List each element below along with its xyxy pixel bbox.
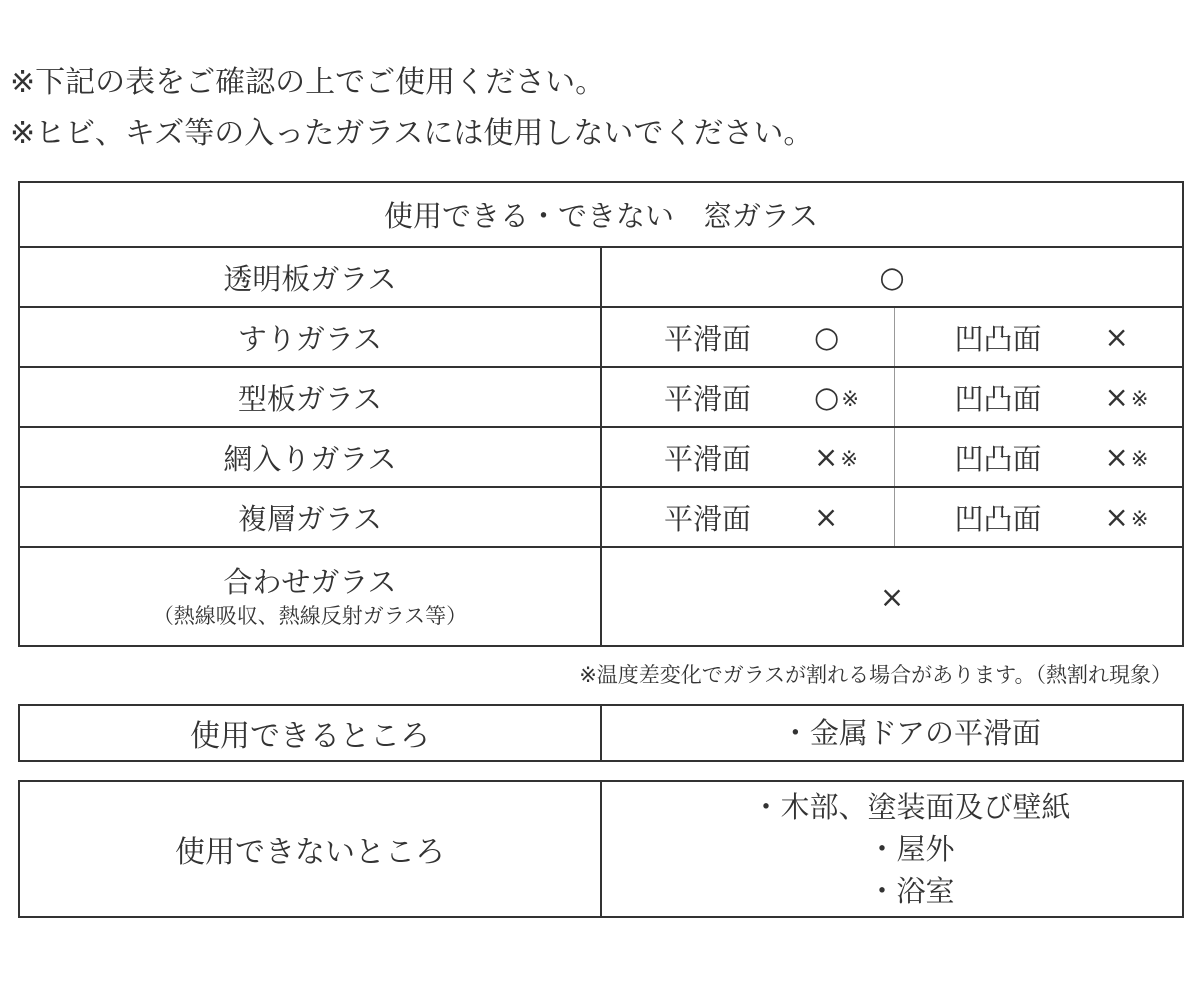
uneven-surface-cell [894, 367, 1183, 427]
list-item: ・金属ドアの平滑面 [780, 716, 1042, 750]
glass-type-name: 型板ガラス [19, 367, 601, 427]
uneven-surface-cell [894, 307, 1183, 367]
table-row [19, 307, 1183, 367]
surface-label: 平滑面 [664, 381, 752, 416]
surface-label: 凹凸面 [954, 321, 1042, 356]
surface-label: 凹凸面 [954, 501, 1042, 536]
smooth-surface-cell [601, 307, 894, 367]
compatibility-mark: ×※ [1104, 380, 1149, 414]
caution-asterisk: ※ [841, 387, 859, 411]
surface-label: 平滑面 [664, 501, 752, 536]
compatibility-mark: ×※ [1104, 440, 1149, 474]
surface-label: 凹凸面 [954, 381, 1042, 416]
smooth-surface-cell [601, 427, 894, 487]
usable-places-table [18, 704, 1184, 762]
glass-type-name [19, 547, 601, 646]
compatibility-mark: ○ [601, 247, 1183, 307]
window-glass-compatibility-table [18, 181, 1184, 647]
table-title-row [19, 182, 1183, 247]
compatibility-mark: ×※ [814, 440, 858, 474]
caution-asterisk: ※ [1130, 507, 1149, 531]
table-row [19, 487, 1183, 547]
glass-type-subtitle: （熱線吸収、熱線反射ガラス等） [152, 603, 468, 628]
compatibility-mark: × [814, 500, 839, 534]
compatibility-mark: ○ [814, 320, 840, 354]
caution-asterisk: ※ [840, 447, 858, 471]
smooth-surface-cell [601, 367, 894, 427]
compatibility-mark: × [601, 547, 1183, 646]
list-item: ・木部、塗装面及び壁紙 [751, 790, 1071, 824]
usage-note-cracked-glass: ※ヒビ、キズ等の入ったガラスには使用しないでください。 [10, 116, 814, 151]
table-row [19, 367, 1183, 427]
table-row [19, 247, 1183, 307]
glass-type-name: すりガラス [19, 307, 601, 367]
glass-type-name: 網入りガラス [19, 427, 601, 487]
table-title: 使用できる・できない 窓ガラス [19, 182, 1183, 247]
compatibility-mark: ○※ [814, 380, 859, 414]
smooth-surface-cell [601, 487, 894, 547]
usable-places-list [601, 705, 1183, 761]
table-row [19, 547, 1183, 646]
surface-label: 平滑面 [664, 441, 752, 476]
unusable-places-label: 使用できないところ [19, 781, 601, 917]
unusable-places-list [601, 781, 1183, 917]
list-item: ・屋外 [867, 832, 955, 866]
glass-type-name: 複層ガラス [19, 487, 601, 547]
caution-asterisk: ※ [1130, 387, 1149, 411]
surface-label: 平滑面 [664, 321, 752, 356]
unusable-places-table [18, 780, 1184, 918]
uneven-surface-cell [894, 427, 1183, 487]
compatibility-mark: × [1104, 320, 1129, 354]
usage-note-confirm: ※下記の表をご確認の上でご使用ください。 [10, 65, 606, 100]
thermal-crack-note: ※温度差変化でガラスが割れる場合があります。（熱割れ現象） [579, 663, 1172, 687]
caution-asterisk: ※ [1130, 447, 1149, 471]
usable-places-label: 使用できるところ [19, 705, 601, 761]
table-row [19, 705, 1183, 761]
list-item: ・浴室 [867, 874, 955, 908]
glass-type-name: 透明板ガラス [19, 247, 601, 307]
glass-type-main-name: 合わせガラス [223, 564, 397, 599]
uneven-surface-cell [894, 487, 1183, 547]
compatibility-mark: ×※ [1104, 500, 1149, 534]
surface-label: 凹凸面 [954, 441, 1042, 476]
table-row [19, 427, 1183, 487]
table-row [19, 781, 1183, 917]
